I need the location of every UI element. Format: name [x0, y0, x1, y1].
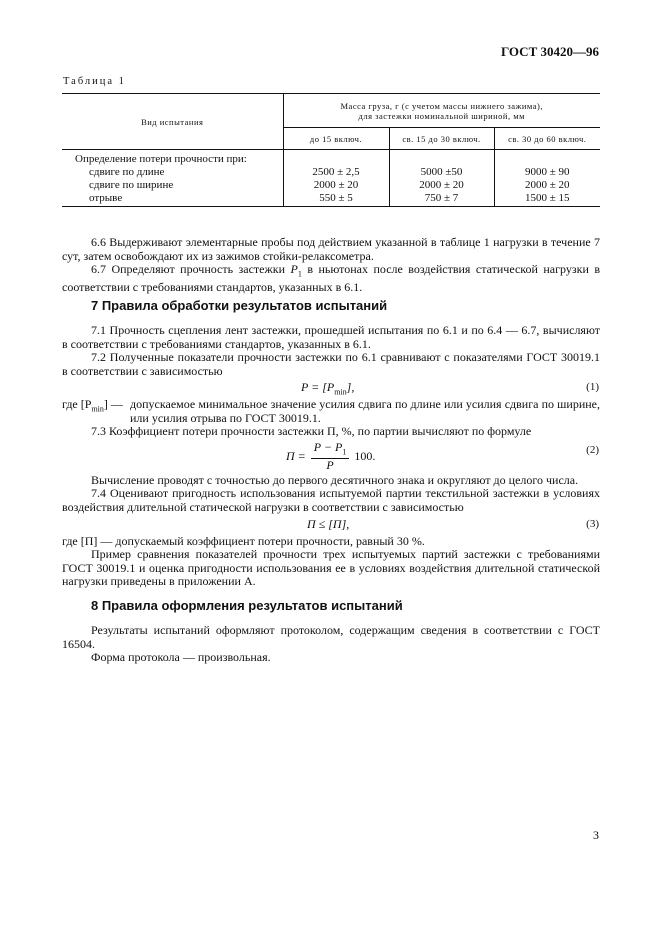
- table-subheader: св. 30 до 60 включ.: [494, 128, 600, 150]
- paragraph-example: Пример сравнения показателей прочности трех испытуемых партий застежки с требованиями ГОСТ 30019.1 и оценка пригодности использования ее в условиях воздействия длительной статической нагрузки приведены в приложении А.: [62, 547, 600, 588]
- table-subheader: до 15 включ.: [283, 128, 389, 150]
- formula-2: [286, 441, 375, 472]
- table-cell: 9000 ± 90: [524, 165, 570, 178]
- paragraph-7-3: 7.3 Коэффициент потери прочности застежки П, %, по партии вычисляют по формуле: [91, 424, 532, 438]
- table-subheader: св. 15 до 30 включ.: [389, 128, 494, 150]
- formula-1: [301, 380, 354, 396]
- formula-1-lhs: P = [P: [301, 380, 335, 394]
- table-cell: 550 ± 5: [283, 191, 389, 206]
- table-cell: 5000 ±50: [389, 165, 494, 178]
- paragraph-7-4: 7.4 Оценивают пригодность использования испытуемой партии текстильной застежки в условиях воздействия длительной статической нагрузки в соответствии с зависимостью: [62, 486, 600, 514]
- table-header-test-type: Вид испытания: [62, 94, 283, 150]
- where-1-suffix: ] —: [103, 397, 123, 411]
- paragraph-6-6: 6.6 Выдерживают элементарные пробы под действием указанной в таблице 1 нагрузки в течение 7 сут, затем освобождают их из зажимов стойки-релаксометра.: [62, 235, 600, 263]
- table-row: [62, 191, 600, 206]
- equation-number-2: (2): [586, 444, 599, 456]
- table-row: [62, 178, 600, 191]
- table-cell: 2500 ± 2,5: [283, 165, 389, 178]
- formula-2-fraction: [311, 441, 350, 472]
- formula-1-subscript: min: [334, 387, 347, 397]
- table-cell: 2000 ± 20: [283, 178, 389, 191]
- formula-2-numerator-subscript: 1: [342, 447, 347, 457]
- formula-2-lhs: П =: [286, 449, 306, 464]
- paragraph-6-7-end: в ньютонах после воздействия статической нагрузки в соответствии с требованиями стандартов, указанных в 6.1.: [62, 262, 601, 294]
- where-3-text: где [П] — допускаемый коэффициент потери прочности, равный 30 %.: [62, 534, 425, 548]
- where-1-prefix: где [P: [62, 397, 92, 411]
- paragraph-7-1: 7.1 Прочность сцепления лент застежки, прошедшей испытания по 6.1 и по 6.4 — 6.7, вычисляют в соответствии с требованиями стандартов, указанных в 6.1.: [62, 323, 600, 351]
- table-row-label: сдвиге по ширине: [62, 178, 283, 191]
- document-id-header: ГОСТ 30420—96: [500, 44, 599, 59]
- formula-2-numerator-text: P − P: [313, 440, 343, 454]
- table-caption: Таблица 1: [63, 76, 126, 87]
- load-mass-table: [62, 93, 600, 207]
- section-7-title: 7 Правила обработки результатов испытаний: [91, 298, 388, 313]
- table-cell: 750 ± 7: [389, 191, 494, 206]
- table-row: [62, 165, 600, 178]
- symbol-p-subscript: 1: [297, 269, 302, 279]
- table-group-label: Определение потери прочности при:: [62, 150, 283, 166]
- section-8-title: 8 Правила оформления результатов испытаний: [91, 598, 403, 613]
- formula-1-rhs: ],: [346, 380, 355, 394]
- table-cell: 2000 ± 20: [389, 178, 494, 191]
- paragraph-calculation: Вычисление проводят с точностью до первого десятичного знака и округляют до целого числа.: [91, 473, 579, 487]
- formula-2-denominator: P: [326, 458, 334, 473]
- equation-number-1: (1): [586, 381, 599, 393]
- equation-number-3: (3): [586, 518, 599, 530]
- where-1-text: допускаемое минимальное значение усилия сдвига по длине или усилия сдвига по ширине, или усилия отрыва по ГОСТ 30019.1.: [130, 397, 600, 425]
- formula-2-multiplier: 100.: [354, 449, 376, 464]
- table-header-mass: [283, 94, 600, 128]
- page-number: 3: [593, 828, 599, 842]
- paragraph-6-7: [62, 263, 600, 294]
- paragraph-6-7-start: 6.7 Определяют прочность застежки: [91, 262, 286, 276]
- formula-3: П ≤ [П],: [307, 517, 350, 531]
- paragraph-8-2: Форма протокола — произвольная.: [91, 650, 271, 664]
- symbol-p: P: [290, 262, 298, 276]
- table-cell: 1500 ± 15: [494, 191, 600, 206]
- formula-2-numerator: [311, 441, 350, 459]
- table-row-label: отрыве: [62, 191, 283, 206]
- paragraph-7-2: 7.2 Полученные показатели прочности застежки по 6.1 сравнивают с показателями ГОСТ 30019.1 в соответствии с зависимостью: [62, 350, 600, 378]
- where-1-subscript: min: [91, 404, 104, 414]
- table-header-mass-line2: для застежки номинальной шириной, мм: [358, 110, 525, 121]
- paragraph-8-1: Результаты испытаний оформляют протоколом, содержащим сведения в соответствии с ГОСТ 16504.: [62, 623, 600, 651]
- table-header-mass-line1: Масса груза, г (с учетом массы нижнего зажима),: [340, 100, 543, 111]
- table-row-label: сдвиге по длине: [62, 165, 283, 178]
- table-cell: 2000 ± 20: [524, 178, 570, 191]
